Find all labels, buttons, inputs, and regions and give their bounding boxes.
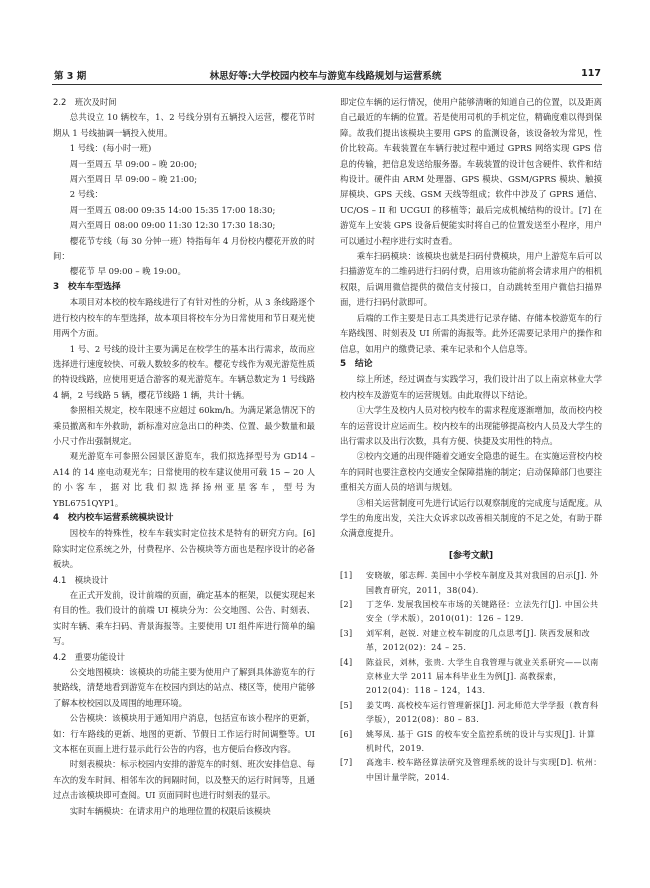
schedule-line: 周六至周日 早 09:00 – 晚 21:00; — [69, 174, 198, 185]
subsection-heading: 4.1 模块设计 — [53, 574, 109, 585]
schedule-line: 2 号线： — [69, 189, 103, 200]
section-heading: 3 校车车型选择 — [53, 281, 121, 292]
reference-text: 姜艾鸣. 高校校车运行管理新探[J]. 河北师范大学学报（教育科学版），2012(08)：80 – 83. — [366, 700, 599, 725]
section-heading: 4 校内校车运营系统模块设计 — [53, 512, 174, 523]
schedule-line: 樱花节 早 09:00 – 晚 19:00。 — [69, 266, 186, 277]
issue-number: 第 3 期 — [54, 71, 87, 82]
right-column-body — [340, 95, 602, 542]
page-number: 117 — [581, 68, 601, 79]
paragraph: ③相关运营制度可先进行试运行以观察制度的完成度与适配度。从学生的角度出发，关注大众诉求以改善相关制度的不足之处，有助于群众满意度提升。 — [340, 497, 602, 539]
page-header — [48, 66, 603, 82]
reference-number: [3] — [340, 628, 353, 638]
reference-text: 陈益民，刘林，张贵. 大学生自我管理与就业关系研究——以南京林业大学 2011 届本科毕业生为例[J]. 高教探索，2012(04)：118 – 124，143. — [366, 657, 599, 696]
paragraph: ②校内交通的出现伴随着交通安全隐患的诞生。在实施运营校内校车的同时也要注意校内交通安全保障措施的制定；启动保障部门也要注重相关方面人员的培训与规划。 — [340, 451, 602, 493]
paragraph: 1 号、2 号线的设计主要为满足在校学生的基本出行需求，故而应选择进行速度较快、可载人数较多的校车。樱花专线作为观光游览性质的特设线路，应使用更适合游客的观光游览车。车辆总数定为 1 号线路 4 辆，2 号线路 5 辆，樱花节线路 1 辆，共计十辆。 — [53, 343, 315, 400]
paragraph: 综上所述，经过调查与实践学习，我们设计出了以上南京林业大学校内校车及游览车的运营规划。由此取得以下结论。 — [340, 374, 602, 400]
reference-text: 刘军利，赵锐. 对建立校车制度的几点思考[J]. 陕西发展和改革，2012(02)：24 – 25. — [366, 628, 591, 653]
reference-number: [2] — [340, 600, 353, 609]
reference-item — [340, 728, 602, 757]
paragraph: 实时车辆模块：在请求用户的地理位置的权限后该模块 — [69, 805, 271, 816]
reference-number: [6] — [340, 729, 353, 739]
reference-text: 姚琴凤. 基于 GIS 的校车安全监控系统的设计与实现[J]. 计算机时代，2019. — [366, 729, 596, 754]
paragraph: 公交地图模块：该模块的功能主要为使用户了解到具体游览车的行驶路线，清楚地看到游览车在校园内到达的站点、楼区等，使用户能够了解本校校园以及周围的地理环境。 — [53, 667, 315, 708]
header-rule — [52, 84, 602, 85]
section-heading: 5 结论 — [340, 358, 373, 369]
paragraph: ①大学生及校内人员对校内校车的需求程度逐渐增加，故而校内校车的运营设计应运而生。校内校车的出现能够提高校内人员及大学生的出行需求以及出行次数，具有方便、快捷及实用性的特点。 — [340, 405, 602, 446]
reference-number: [5] — [340, 700, 353, 710]
reference-number: [4] — [340, 657, 353, 667]
paragraph: 参照相关规定，校车限速不应超过 60km/h。为满足紧急情况下的乘员撤离和车外救助，新标准对应急出口的种类、位置、最少数量和最小尺寸作出强制规定。 — [53, 405, 315, 446]
reference-number: [1] — [340, 571, 353, 581]
paragraph: 时刻表模块：标示校园内安排的游览车的时刻、班次安排信息、每车次的发车时间、相邻车次的间隔时间，以及整天的运行时间等，且通过点击该模块即可查阅。UI 页面同时也进行时刻表的显示。 — [53, 759, 315, 801]
paragraph: 乘车扫码模块：该模块也就是扫码付费模块，用户上游览车后可以扫描游览车的二维码进行扫码付费，启用该功能前将会请求用户的相机权限，后调用微信提供的微信支付接口，自动跳转至用户微信扫描界面，进行扫码付款即可。 — [340, 251, 602, 308]
paragraph: 因校车的特殊性，校车车载实时定位技术是特有的研究方向。[6] 除实时定位系统之外，付费程序、公告模块等方面也是程序设计的必备板块。 — [53, 528, 315, 570]
paragraph: 观光游览车可参照公园景区游览车，我们拟选择型号为 GD14 – A14 的 14 座电动观光车；日常使用的校车建议使用可载 15 ~ 20 人的小客车，据对比我们拟选择扬州亚星客车，型号为 YBL6751QYP1。 — [53, 451, 315, 508]
schedule-line: 1 号线：(每小时一班) — [69, 143, 152, 154]
reference-item — [340, 598, 602, 627]
reference-text: 高逸丰. 校车路径算法研究及管理系统的设计与实现[D]. 杭州：中国计量学院，2014. — [366, 758, 602, 782]
reference-item — [340, 656, 602, 699]
left-column — [53, 95, 315, 819]
paragraph: 樱花节专线（每 30 分钟一班）特指每年 4 月份校内樱花开放的时间： — [53, 235, 315, 262]
reference-text: 安晓敏，邬志辉. 美国中小学校车制度及其对我国的启示[J]. 外国教育研究，2011，38(04). — [366, 571, 599, 595]
subsection-heading: 2.2 班次及时间 — [53, 97, 117, 107]
reference-text: 丁芝华. 发展我国校车市场的关键路径：立法先行[J]. 中国公共安全（学术版），2010(01)：126 – 129. — [366, 600, 599, 624]
reference-number: [7] — [340, 758, 353, 768]
paragraph: 本项目对本校的校车路线进行了有针对性的分析，从 3 条线路逐个进行校内校车的车型选择，故本项目将校车分为日常使用和节日观光使用两个方面。 — [53, 297, 315, 339]
paragraph: 公告模块：该模块用于通知用户消息，包括宣布该小程序的更新，如：行车路线的更新、地图的更新、节假日工作运行时间调整等。UI 文本框在页面上进行显示此行公告的内容，也方便后台修改内容。 — [53, 713, 315, 755]
subsection-heading: 4.2 重要功能设计 — [53, 651, 125, 662]
paragraph: 总共设立 10 辆校车，1、2 号线分别有五辆投入运营，樱花节时期从 1 号线抽调一辆投入使用。 — [53, 112, 315, 138]
right-column — [340, 95, 602, 785]
reference-item — [340, 756, 602, 785]
schedule-line: 周一至周五 08:00 09:35 14:00 15:35 17:00 18:30; — [69, 204, 276, 215]
schedule-line: 周一至周五 早 09:00 – 晚 20:00; — [69, 158, 198, 169]
reference-item — [340, 569, 602, 598]
references-list — [340, 569, 602, 785]
paragraph: 即定位车辆的运行情况，使用户能够清晰的知道自己的位置，以及距离自己最近的车辆的位置。若是使用司机的手机定位，精确度难以得到保障。故我们提出该模块主要用 GPS 的监测设备，该设备较为常见，性价比较高。车载装置在车辆行驶过程中通过 GPRS 网络实现 GPS 信息的传输，把信息发送给服务器。车载装置的设计包含硬件、软件和结构设计。硬件由 ARM 处理器、GPS 模块、GSM/GPRS 模块、触摸屏模块、GPS 天线、GSM 天线等组成；软件中涉及了 GPRS 通信、UC/OS – II 和 UCGUI 的移植等；最后完成机械结构的设计。[7] 在游览车上安装 GPS 设备后便能实时将自己的位置发送至小程序，用户可以通过小程序进行实时查看。 — [340, 97, 602, 246]
reference-item — [340, 627, 602, 656]
schedule-line: 周六至周日 08:00 09:00 11:30 12:30 17:30 18:30; — [69, 220, 276, 231]
paragraph: 后端的工作主要是日志工具类进行记录存储、存储本校游览车的行车路线图、时刻表及 UI 所需的海报等。此外还需要记录用户的操作和信息，如用户的缴费记录、乘车记录和个人信息等。 — [340, 312, 602, 354]
paragraph: 在正式开发前，设计前端的页面，确定基本的框架，以便实现起来有目的性。我们设计的前端 UI 模块分为：公交地图、公告、时刻表、实时车辆、乘车扫码、背景海报等。主要使用 UI 组件库进行简单的编写。 — [53, 590, 315, 647]
reference-item — [340, 699, 602, 728]
references-title: [参考文献] — [448, 550, 494, 561]
running-head: 林思好等:大学校园内校车与游览车线路规划与运营系统 — [209, 71, 442, 82]
